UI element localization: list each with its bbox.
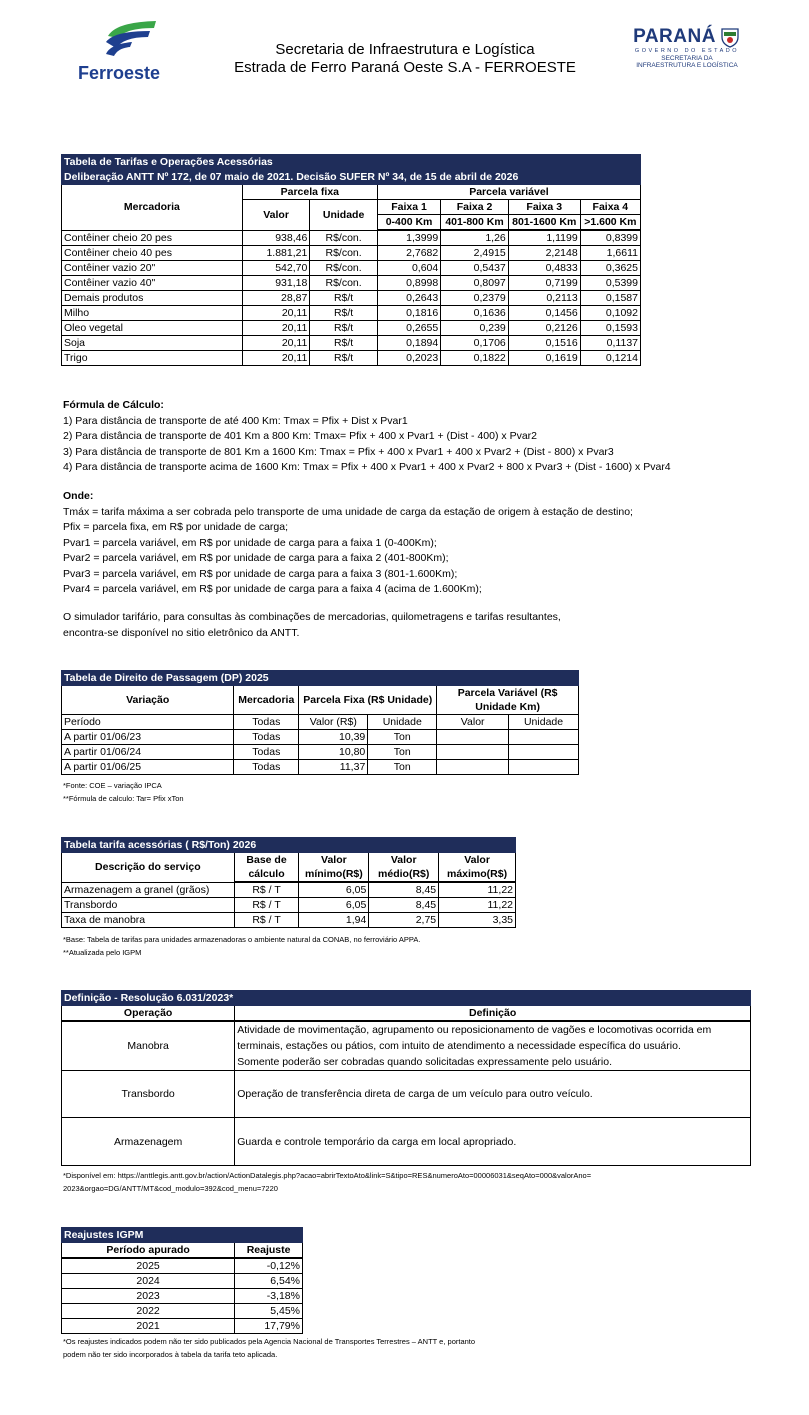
table-cell: 6,05 <box>299 882 369 898</box>
table-cell: 20,11 <box>242 351 310 366</box>
table-cell: Todas <box>234 730 299 745</box>
table-cell: Contêiner vazio 20" <box>62 261 243 276</box>
table-cell: 938,46 <box>242 230 310 246</box>
igpm-rows <box>62 1258 303 1334</box>
table-cell: Ton <box>368 760 437 775</box>
table-cell: R$ / T <box>234 913 299 928</box>
table-cell: 2024 <box>62 1274 235 1289</box>
dp-title: Tabela de Direito de Passagem (DP) 2025 <box>62 671 579 686</box>
tarifas-title-1: Tabela de Tarifas e Operações Acessórias <box>62 155 641 170</box>
table-row <box>62 230 641 246</box>
table-cell: A partir 01/06/24 <box>62 745 234 760</box>
table-cell <box>509 730 579 745</box>
table-cell: 2,2148 <box>508 246 580 261</box>
dp-sub-todas: Todas <box>234 715 299 730</box>
formula-line: 4) Para distância de transporte acima de 1600 Km: Tmax = Pfix + 400 x Pvar1 + 400 x Pvar2 + 800 x Pvar3 + (Dist - 1600) x Pvar4 <box>63 461 671 473</box>
definicao-note: *Disponível em: https://anttlegis.antt.gov.br/action/ActionDatalegis.php?acao=abrirTextoAto&link=S&tipo=RES&numeroAto=00006031&seqAto=000&valorAno= <box>63 1171 592 1180</box>
table-cell: 0,1516 <box>508 336 580 351</box>
table-cell: 11,22 <box>439 898 516 913</box>
dp-sub-unidade: Unidade <box>368 715 437 730</box>
table-cell: 1.881,21 <box>242 246 310 261</box>
table-cell: R$/con. <box>310 261 378 276</box>
table-cell: 20,11 <box>242 306 310 321</box>
def-line: terminais, estações ou pátios, com intuito de atendimento a necessidade específica do usuário. <box>237 1040 681 1052</box>
table-cell: 1,94 <box>299 913 369 928</box>
parana-coat-of-arms-icon <box>719 26 741 48</box>
direito-passagem-table <box>61 670 579 775</box>
acessorias-rows <box>62 882 516 928</box>
table-cell: 0,4833 <box>508 261 580 276</box>
title-line-2: Estrada de Ferro Paraná Oeste S.A - FERROESTE <box>234 59 576 76</box>
acc-col-descricao: Descrição do serviço <box>62 853 235 883</box>
dp-notes <box>63 779 184 805</box>
igpm-note: *Os reajustes indicados podem não ter sido publicados pela Agencia Nacional de Transportes Terrestres – ANTT e, portanto <box>63 1337 476 1346</box>
table-cell <box>437 730 509 745</box>
table-row <box>62 321 641 336</box>
acc-col-min-1: Valor <box>299 853 369 868</box>
table-cell: R$/t <box>310 291 378 306</box>
table-row <box>62 898 516 913</box>
table-row <box>62 276 641 291</box>
formula-line: 3) Para distância de transporte de 801 Km a 1600 Km: Tmax = Pfix + 400 x Pvar1 + 400 x Pvar2 + (Dist - 800) x Pvar3 <box>63 445 614 458</box>
table-cell: -3,18% <box>235 1289 303 1304</box>
formula-title: Fórmula de Cálculo: <box>63 399 164 411</box>
table-row <box>62 351 641 366</box>
table-cell: 0,1092 <box>580 306 640 321</box>
table-cell: -0,12% <box>235 1258 303 1274</box>
onde-section <box>63 489 783 598</box>
definicao-title: Definição - Resolução 6.031/2023* <box>62 991 751 1006</box>
table-cell: Demais produtos <box>62 291 243 306</box>
acc-col-min-2: mínimo(R$) <box>299 867 369 882</box>
acc-col-base-2: cálculo <box>234 867 299 882</box>
def-op-transbordo: Transbordo <box>62 1071 235 1118</box>
col-unidade: Unidade <box>310 200 378 231</box>
table-cell: 20,11 <box>242 336 310 351</box>
col-faixa-4: Faixa 4 <box>580 200 640 215</box>
table-cell: 10,39 <box>299 730 368 745</box>
dp-col-mercadoria: Mercadoria <box>234 686 299 715</box>
table-cell: 2,4915 <box>441 246 509 261</box>
table-cell: R$/t <box>310 306 378 321</box>
table-cell: 0,8399 <box>580 230 640 246</box>
table-cell: R$ / T <box>234 898 299 913</box>
tarifas-table <box>61 154 641 366</box>
igpm-table <box>61 1227 303 1334</box>
table-cell: 0,3625 <box>580 261 640 276</box>
def-op-manobra: Manobra <box>62 1021 235 1071</box>
dp-sub-periodo: Período <box>62 715 234 730</box>
table-cell: Todas <box>234 745 299 760</box>
table-cell: 931,18 <box>242 276 310 291</box>
parana-logo-sub3: INFRAESTRUTURA E LOGÍSTICA <box>636 62 738 69</box>
table-row <box>62 1304 303 1319</box>
table-cell: R$ / T <box>234 882 299 898</box>
dp-sub-unidade-2: Unidade <box>509 715 579 730</box>
table-cell: 0,8998 <box>377 276 440 291</box>
parana-logo-sub1: GOVERNO DO ESTADO <box>634 48 740 54</box>
table-row <box>62 760 579 775</box>
dp-rows <box>62 730 579 775</box>
table-cell: 0,1214 <box>580 351 640 366</box>
acc-col-max-2: máximo(R$) <box>439 867 516 882</box>
table-cell: 1,3999 <box>377 230 440 246</box>
ferroeste-logo-text: Ferroeste <box>78 63 161 83</box>
def-col-definicao: Definição <box>235 1006 751 1022</box>
title-line-1: Secretaria de Infraestrutura e Logística <box>275 41 535 58</box>
table-cell: 1,26 <box>441 230 509 246</box>
dp-sub-valor: Valor <box>437 715 509 730</box>
table-cell: 0,7199 <box>508 276 580 291</box>
table-row <box>62 1319 303 1334</box>
col-parcela-variavel: Parcela variável <box>377 185 640 200</box>
table-cell: 10,80 <box>299 745 368 760</box>
table-cell: Contêiner cheio 20 pes <box>62 230 243 246</box>
igpm-col-reajuste: Reajuste <box>235 1243 303 1259</box>
table-cell: 0,1822 <box>441 351 509 366</box>
table-cell: 3,35 <box>439 913 516 928</box>
table-cell: 0,8097 <box>441 276 509 291</box>
onde-line: Pvar3 = parcela variável, em R$ por unidade de carga para a faixa 3 (801-1.600Km); <box>63 567 458 580</box>
table-cell: 0,2655 <box>377 321 440 336</box>
table-cell: Transbordo <box>62 898 235 913</box>
table-cell: 0,239 <box>441 321 509 336</box>
acessorias-notes <box>63 933 420 959</box>
def-op-armazenagem: Armazenagem <box>62 1118 235 1166</box>
table-row <box>62 261 641 276</box>
table-row <box>62 1021 751 1071</box>
table-row <box>62 306 641 321</box>
definicao-note: 2023&orgao=DG/ANTT/MT&cod_modulo=392&cod_menu=7220 <box>63 1184 278 1193</box>
table-cell: Soja <box>62 336 243 351</box>
table-cell: 0,5437 <box>441 261 509 276</box>
table-cell: 0,1706 <box>441 336 509 351</box>
table-cell: Todas <box>234 760 299 775</box>
dp-col-parcela-fixa: Parcela Fixa (R$ Unidade) <box>299 686 437 715</box>
table-cell: Contêiner cheio 40 pes <box>62 246 243 261</box>
table-row <box>62 913 516 928</box>
table-row <box>62 1274 303 1289</box>
table-row <box>62 1289 303 1304</box>
table-cell: R$/con. <box>310 246 378 261</box>
formula-section <box>63 398 783 476</box>
parana-government-logo <box>612 26 762 78</box>
acc-col-med-2: médio(R$) <box>369 867 439 882</box>
table-cell: R$/t <box>310 351 378 366</box>
table-cell <box>509 745 579 760</box>
table-cell: Ton <box>368 745 437 760</box>
table-cell: A partir 01/06/25 <box>62 760 234 775</box>
simulador-note <box>63 610 783 641</box>
table-row <box>62 1071 751 1118</box>
col-faixa-4-range: >1.600 Km <box>580 215 640 231</box>
col-faixa-1: Faixa 1 <box>377 200 440 215</box>
table-row <box>62 1258 303 1274</box>
col-valor: Valor <box>242 200 310 231</box>
dp-note: *Fonte: COE – variação IPCA <box>63 781 162 790</box>
igpm-note: podem não ter sido incorporados à tabela da tarifa teto aplicada. <box>63 1350 278 1359</box>
dp-col-variacao: Variação <box>62 686 234 715</box>
parana-logo-sub2: SECRETARIA DA <box>661 55 713 62</box>
tarifas-rows <box>62 230 641 366</box>
table-cell: 0,1137 <box>580 336 640 351</box>
definicao-table <box>61 990 751 1166</box>
page-title <box>210 41 600 77</box>
table-cell: 0,604 <box>377 261 440 276</box>
table-cell: R$/con. <box>310 276 378 291</box>
onde-line: Pvar2 = parcela variável, em R$ por unidade de carga para a faixa 2 (401-800Km); <box>63 552 449 564</box>
col-faixa-2-range: 401-800 Km <box>441 215 509 231</box>
formula-line: 1) Para distância de transporte de até 400 Km: Tmax = Pfix + Dist x Pvar1 <box>63 414 408 427</box>
col-faixa-3-range: 801-1600 Km <box>508 215 580 231</box>
table-cell: Taxa de manobra <box>62 913 235 928</box>
onde-line: Pvar4 = parcela variável, em R$ por unidade de carga para a faixa 4 (acima de 1.600Km); <box>63 583 482 595</box>
onde-title: Onde: <box>63 490 94 502</box>
col-mercadoria: Mercadoria <box>62 185 243 231</box>
table-cell: Contêiner vazio 40" <box>62 276 243 291</box>
table-cell: 8,45 <box>369 898 439 913</box>
table-cell: 2025 <box>62 1258 235 1274</box>
def-text-manobra <box>235 1021 751 1071</box>
onde-line: Pvar1 = parcela variável, em R$ por unidade de carga para a faixa 1 (0-400Km); <box>63 536 437 549</box>
table-cell: 0,1587 <box>580 291 640 306</box>
table-cell: 1,6611 <box>580 246 640 261</box>
table-cell: 11,37 <box>299 760 368 775</box>
igpm-notes <box>63 1335 475 1361</box>
table-row <box>62 246 641 261</box>
table-cell: 0,2126 <box>508 321 580 336</box>
table-row <box>62 730 579 745</box>
table-cell: 0,1636 <box>441 306 509 321</box>
table-cell: 17,79% <box>235 1319 303 1334</box>
table-cell <box>437 745 509 760</box>
table-cell: 0,1619 <box>508 351 580 366</box>
dp-col-variavel-1: Parcela Variável (R$ <box>437 686 579 701</box>
table-row <box>62 882 516 898</box>
parana-logo-name: PARANÁ <box>633 26 716 47</box>
col-parcela-fixa: Parcela fixa <box>242 185 377 200</box>
table-row <box>62 291 641 306</box>
table-cell: 6,05 <box>299 898 369 913</box>
acessorias-table <box>61 837 516 928</box>
def-line: Atividade de movimentação, agrupamento ou reposicionamento de vagões e locomotivas ocorrida em <box>237 1024 712 1036</box>
table-cell: Trigo <box>62 351 243 366</box>
table-cell: 542,70 <box>242 261 310 276</box>
table-cell: 6,54% <box>235 1274 303 1289</box>
table-cell: 2021 <box>62 1319 235 1334</box>
tarifas-title-2: Deliberação ANTT Nº 172, de 07 maio de 2021. Decisão SUFER Nº 34, de 15 de abril de 2026 <box>62 170 641 185</box>
table-cell: 0,2023 <box>377 351 440 366</box>
table-cell: 0,2379 <box>441 291 509 306</box>
table-cell: R$/con. <box>310 230 378 246</box>
table-cell: 0,1593 <box>580 321 640 336</box>
table-cell: 1,1199 <box>508 230 580 246</box>
igpm-title: Reajustes IGPM <box>62 1228 303 1243</box>
table-cell: 5,45% <box>235 1304 303 1319</box>
table-cell: 0,2113 <box>508 291 580 306</box>
table-row <box>62 1118 751 1166</box>
table-cell: Ton <box>368 730 437 745</box>
onde-line: Tmáx = tarifa máxima a ser cobrada pelo transporte de uma unidade de carga da estação de origem à estação de destino; <box>63 505 633 518</box>
table-cell: 2023 <box>62 1289 235 1304</box>
table-cell: 28,87 <box>242 291 310 306</box>
onde-line: Pfix = parcela fixa, em R$ por unidade de carga; <box>63 521 289 533</box>
formula-line: 2) Para distância de transporte de 401 Km a 800 Km: Tmax= Pfix + 400 x Pvar1 + (Dist - 400) x Pvar2 <box>63 430 537 442</box>
table-row <box>62 745 579 760</box>
def-text-armazenagem: Guarda e controle temporário da carga em local apropriado. <box>235 1118 751 1166</box>
acessorias-note: **Atualizada pelo IGPM <box>63 948 142 957</box>
table-cell: R$/t <box>310 321 378 336</box>
def-text-transbordo: Operação de transferência direta de carga de um veículo para outro veículo. <box>235 1071 751 1118</box>
table-cell: 8,45 <box>369 882 439 898</box>
table-cell: 0,2643 <box>377 291 440 306</box>
def-line: Somente poderão ser cobradas quando solicitadas expressamente pelo usuário. <box>237 1056 612 1068</box>
table-cell: A partir 01/06/23 <box>62 730 234 745</box>
dp-col-variavel-2: Unidade Km) <box>437 700 579 715</box>
dp-sub-valor-rs: Valor (R$) <box>299 715 368 730</box>
acc-col-med-1: Valor <box>369 853 439 868</box>
table-cell: 0,5399 <box>580 276 640 291</box>
table-cell: 0,1894 <box>377 336 440 351</box>
table-cell: 2,7682 <box>377 246 440 261</box>
ferroeste-logo <box>76 18 176 83</box>
table-cell <box>509 760 579 775</box>
igpm-col-periodo: Período apurado <box>62 1243 235 1259</box>
acessorias-title: Tabela tarifa acessórias ( R$/Ton) 2026 <box>62 838 516 853</box>
table-cell: R$/t <box>310 336 378 351</box>
table-cell: Armazenagem a granel (grãos) <box>62 882 235 898</box>
acc-col-base-1: Base de <box>234 853 299 868</box>
acc-col-max-1: Valor <box>439 853 516 868</box>
table-cell: Milho <box>62 306 243 321</box>
definicao-notes <box>63 1169 591 1195</box>
col-faixa-2: Faixa 2 <box>441 200 509 215</box>
table-cell: 2022 <box>62 1304 235 1319</box>
simulador-line: encontra-se disponível no sitio eletrônico da ANTT. <box>63 626 300 639</box>
table-row <box>62 336 641 351</box>
table-cell <box>437 760 509 775</box>
table-cell: Oleo vegetal <box>62 321 243 336</box>
ferroeste-logo-icon <box>76 18 176 58</box>
table-cell: 20,11 <box>242 321 310 336</box>
dp-note: **Fórmula de calculo: Tar= Pfix xTon <box>63 794 184 803</box>
table-cell: 0,1456 <box>508 306 580 321</box>
col-faixa-3: Faixa 3 <box>508 200 580 215</box>
col-faixa-1-range: 0-400 Km <box>377 215 440 231</box>
def-col-operacao: Operação <box>62 1006 235 1022</box>
table-cell: 2,75 <box>369 913 439 928</box>
table-cell: 0,1816 <box>377 306 440 321</box>
table-cell: 11,22 <box>439 882 516 898</box>
acessorias-note: *Base: Tabela de tarifas para unidades armazenadoras o ambiente natural da CONAB, no ferroviário APPA. <box>63 935 421 944</box>
simulador-line: O simulador tarifário, para consultas às combinações de mercadorias, quilometragens e tarifas resultantes, <box>63 611 561 623</box>
